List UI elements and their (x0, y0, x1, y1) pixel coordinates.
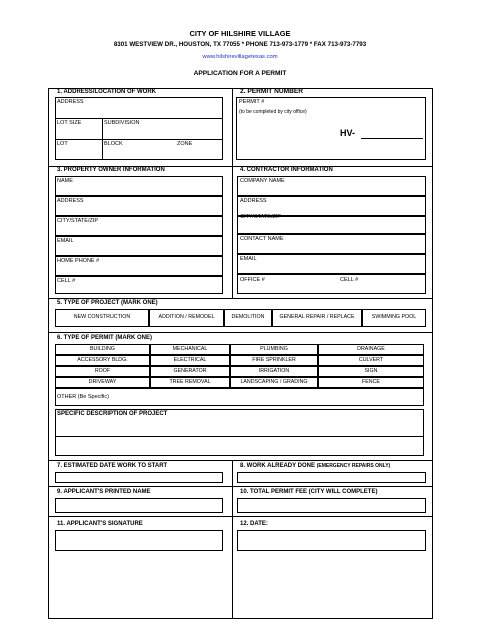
permit-number-box (236, 97, 426, 160)
section-9-title: 9. APPLICANT'S PRINTED NAME (57, 489, 151, 495)
divider (55, 118, 223, 119)
city-name: CITY OF HILSHIRE VILLAGE (189, 29, 291, 38)
permit-type-sign[interactable]: SIGN (318, 366, 424, 377)
project-type-general-repair[interactable]: GENERAL REPAIR / REPLACE (272, 309, 362, 327)
section-4-title: 4. CONTRACTOR INFORMATION (240, 167, 333, 173)
section-8-title: 8. WORK ALREADY DONE (EMERGENCY REPAIRS ONLY) (240, 463, 391, 469)
applicant-signature-field[interactable] (55, 530, 223, 551)
divider (55, 436, 424, 437)
owner-city-label: CITY/STATE/ZIP (57, 218, 99, 224)
permit-type-building[interactable]: BUILDING (55, 344, 150, 355)
hv-prefix: HV- (340, 128, 356, 138)
owner-cell-field[interactable] (55, 276, 223, 294)
permit-type-landscaping[interactable]: LANDSCAPING / GRADING (230, 377, 318, 388)
divider (232, 88, 233, 298)
section-5-title: 5. TYPE OF PROJECT (MARK ONE) (57, 300, 158, 306)
permit-type-culvert[interactable]: CULVERT (318, 355, 424, 366)
divider (55, 139, 223, 140)
project-description-title: SPECIFIC DESCRIPTION OF PROJECT (57, 411, 168, 417)
divider (48, 516, 433, 517)
permit-type-drainage[interactable]: DRAINAGE (318, 344, 424, 355)
applicant-name-field[interactable] (55, 498, 223, 513)
contractor-phone-field[interactable] (237, 274, 426, 294)
owner-email-label: EMAIL (57, 238, 74, 244)
owner-home-phone-label: HOME PHONE # (57, 258, 100, 264)
permit-type-fence[interactable]: FENCE (318, 377, 424, 388)
section-6-title: 6. TYPE OF PERMIT (MARK ONE) (57, 335, 153, 341)
contractor-contact-label: CONTACT NAME (240, 236, 284, 242)
divider (48, 486, 433, 487)
permit-number-note: (to be completed by city office) (239, 109, 307, 115)
signature-date-field[interactable] (237, 530, 426, 551)
address-label: ADDRESS (57, 99, 84, 105)
permit-type-other-field[interactable] (55, 388, 424, 406)
permit-type-irrigation[interactable]: IRRIGATION (230, 366, 318, 377)
form-title: APPLICATION FOR A PERMIT (193, 70, 287, 77)
project-type-swimming-pool[interactable]: SWIMMING POOL (362, 309, 426, 327)
permit-type-accessory-bldg[interactable]: ACCESSORY BLDG. (55, 355, 150, 366)
divider (48, 332, 433, 333)
owner-email-field[interactable] (55, 236, 223, 256)
permit-type-driveway[interactable]: DRIVEWAY (55, 377, 150, 388)
contractor-email-field[interactable] (237, 254, 426, 274)
work-already-done-field[interactable] (237, 472, 426, 483)
project-type-demolition[interactable]: DEMOLITION (224, 309, 272, 327)
permit-type-plumbing[interactable]: PLUMBING (230, 344, 318, 355)
contractor-company-label: COMPANY NAME (240, 178, 285, 184)
owner-name-field[interactable] (55, 176, 223, 196)
owner-cell-label: CELL # (57, 278, 76, 284)
section-11-title: 11. APPLICANT'S SIGNATURE (57, 521, 143, 527)
section-2-title: 2. PERMIT NUMBER (240, 88, 304, 95)
lot-label: LOT (57, 141, 68, 147)
start-date-field[interactable] (55, 472, 223, 483)
permit-type-mechanical[interactable]: MECHANICAL (150, 344, 230, 355)
address-location-box[interactable] (55, 97, 223, 160)
city-address-line: 8301 WESTVIEW DR., HOUSTON, TX 77055 * PHONE 713-973-1779 * FAX 713-973-7793 (113, 41, 367, 48)
permit-type-tree-removal[interactable]: TREE REMOVAL (150, 377, 230, 388)
divider (48, 460, 433, 461)
permit-number-label: PERMIT # (239, 99, 265, 105)
divider (232, 460, 233, 619)
contractor-email-label: EMAIL (240, 256, 257, 262)
project-type-new-construction[interactable]: NEW CONSTRUCTION (55, 309, 149, 327)
city-website-link[interactable]: www.hilshirevillagetexas.com (202, 54, 278, 60)
contractor-city-label: CITY/STATE/ZIP (240, 214, 282, 220)
owner-address-label: ADDRESS (57, 198, 84, 204)
section-3-title: 3. PROPERTY OWNER INFORMATION (57, 167, 165, 173)
permit-type-other-label: OTHER (Be Specific) (57, 394, 109, 400)
permit-type-generator[interactable]: GENERATOR (150, 366, 230, 377)
contractor-cell-label: CELL # (340, 277, 359, 283)
project-type-addition-remodel[interactable]: ADDITION / REMODEL (149, 309, 224, 327)
zone-label: ZONE (177, 141, 193, 147)
owner-name-label: NAME (57, 178, 73, 184)
block-label: BLOCK (104, 141, 123, 147)
permit-fee-field (237, 498, 426, 513)
permit-type-roof[interactable]: ROOF (55, 366, 150, 377)
section-1-title: 1. ADDRESS/LOCATION OF WORK (57, 89, 156, 95)
subdivision-label: SUBDIVISION (104, 120, 140, 126)
permit-type-fire-sprinkler[interactable]: FIRE SPRINKLER (230, 355, 318, 366)
section-12-title: 12. DATE: (240, 521, 268, 527)
divider (48, 298, 433, 299)
lot-size-label: LOT SIZE (57, 120, 82, 126)
divider (102, 118, 103, 160)
contractor-office-label: OFFICE # (240, 277, 265, 283)
hv-number-field[interactable] (361, 138, 423, 139)
contractor-address-label: ADDRESS (240, 198, 267, 204)
section-7-title: 7. ESTIMATED DATE WORK TO START (57, 463, 168, 469)
permit-type-electrical[interactable]: ELECTRICAL (150, 355, 230, 366)
section-10-title: 10. TOTAL PERMIT FEE (CITY WILL COMPLETE) (240, 489, 378, 495)
